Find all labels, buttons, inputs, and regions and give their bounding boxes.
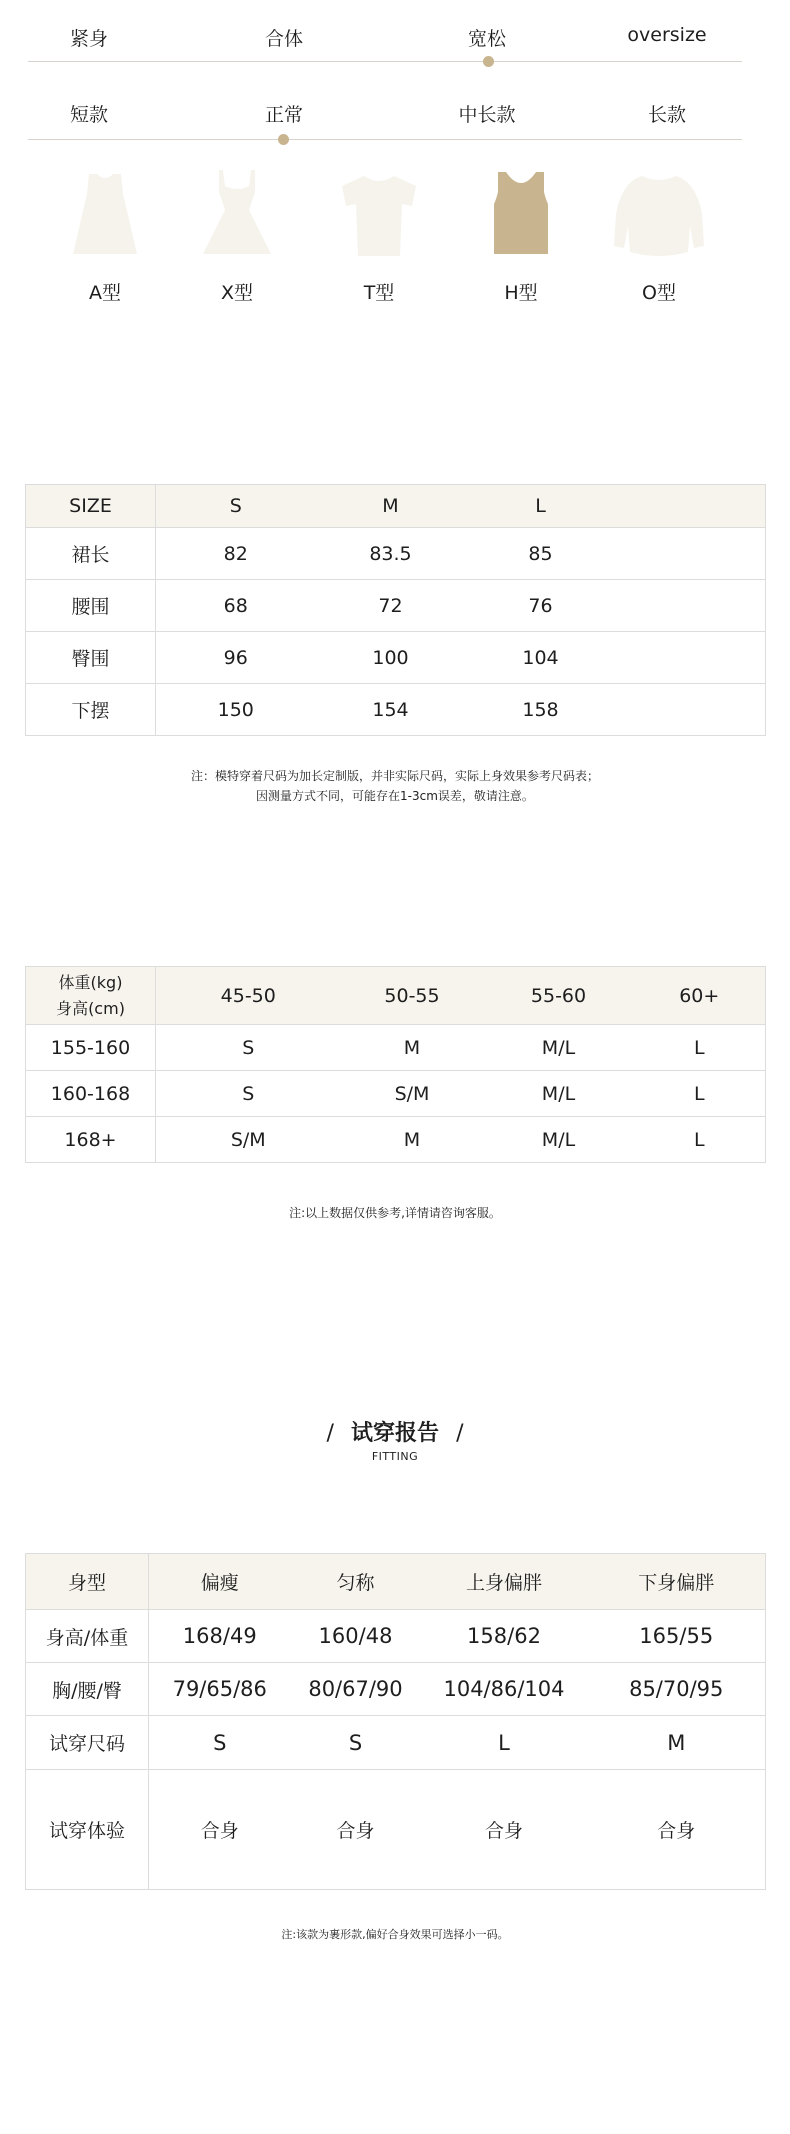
silhouette-label-a: A型 xyxy=(89,282,121,304)
cell: 150 xyxy=(156,684,316,736)
row-label: 胸/腰/臀 xyxy=(26,1663,149,1716)
size-note-line1: 注：模特穿着尺码为加长定制版，并非实际尺码，实际上身效果参考尺码表； xyxy=(190,769,599,783)
corner-height-label: 身高(cm) xyxy=(56,998,125,1018)
cell: L xyxy=(421,1716,588,1770)
cell: 158 xyxy=(466,684,616,736)
size-note-line2: 因测量方式不同，可能存在1-3cm误差，敬请注意。 xyxy=(256,789,534,803)
recommend-note: 注:以上数据仅供参考,详情请咨询客服。 xyxy=(289,1206,501,1220)
length-option-normal: 正常 xyxy=(264,104,303,126)
width-option-tight: 紧身 xyxy=(69,28,108,50)
cell: M xyxy=(341,1117,484,1163)
length-scale-line xyxy=(28,139,742,140)
row-label: 下摆 xyxy=(26,684,156,736)
height-range: 168+ xyxy=(26,1117,156,1163)
cell: 合身 xyxy=(149,1770,291,1890)
cell: 83.5 xyxy=(316,528,466,580)
fitting-header-upper-heavy: 上身偏胖 xyxy=(421,1554,588,1610)
row-label: 试穿体验 xyxy=(26,1770,149,1890)
fitting-header-slim: 偏瘦 xyxy=(149,1554,291,1610)
table-row xyxy=(26,684,766,736)
cell: S xyxy=(149,1716,291,1770)
cell-empty xyxy=(616,632,766,684)
cell: 100 xyxy=(316,632,466,684)
o-line-coat-icon xyxy=(612,172,706,258)
cell: 168/49 xyxy=(149,1610,291,1663)
title-slash-right: / xyxy=(456,1421,464,1446)
cell: M/L xyxy=(484,1071,634,1117)
size-table xyxy=(25,484,766,736)
cell: 82 xyxy=(156,528,316,580)
table-row xyxy=(26,1663,766,1716)
row-label: 臀围 xyxy=(26,632,156,684)
cell: 104 xyxy=(466,632,616,684)
length-option-midi: 中长款 xyxy=(458,104,516,126)
length-option-short: 短款 xyxy=(69,104,108,126)
silhouette-label-x: X型 xyxy=(220,282,254,304)
row-label: 试穿尺码 xyxy=(26,1716,149,1770)
fitting-header-row xyxy=(26,1554,766,1610)
fitting-subtitle: FITTING xyxy=(371,1450,419,1463)
cell: M/L xyxy=(484,1117,634,1163)
size-header-l: L xyxy=(466,485,616,528)
height-range: 155-160 xyxy=(26,1025,156,1071)
table-row xyxy=(26,1770,766,1890)
title-slash-left: / xyxy=(326,1421,334,1446)
width-scale-line xyxy=(28,61,742,62)
t-line-shirt-icon xyxy=(338,174,420,258)
cell: 96 xyxy=(156,632,316,684)
width-selected-marker xyxy=(483,56,494,67)
silhouette-label-t: T型 xyxy=(363,282,395,304)
cell: 68 xyxy=(156,580,316,632)
fitting-note: 注:该款为裹形款,偏好合身效果可选择小一码。 xyxy=(281,1928,509,1941)
cell: 合身 xyxy=(291,1770,421,1890)
length-option-long: 长款 xyxy=(647,104,686,126)
cell: S xyxy=(156,1025,341,1071)
silhouette-label-o: O型 xyxy=(642,282,676,304)
cell: 85 xyxy=(466,528,616,580)
row-label: 腰围 xyxy=(26,580,156,632)
cell: S/M xyxy=(341,1071,484,1117)
size-header-label: SIZE xyxy=(26,485,156,528)
recommend-header-row xyxy=(26,967,766,1025)
fitting-header-body-type: 身型 xyxy=(26,1554,149,1610)
corner-weight-label: 体重(kg) xyxy=(58,972,123,992)
cell: 85/70/95 xyxy=(588,1663,766,1716)
cell: 合身 xyxy=(588,1770,766,1890)
fitting-title xyxy=(0,1416,790,1447)
weight-col-3: 55-60 xyxy=(484,967,634,1025)
table-row xyxy=(26,1025,766,1071)
cell: L xyxy=(634,1025,766,1071)
cell: 76 xyxy=(466,580,616,632)
cell: L xyxy=(634,1117,766,1163)
cell: L xyxy=(634,1071,766,1117)
table-row xyxy=(26,1716,766,1770)
cell: S xyxy=(156,1071,341,1117)
table-row xyxy=(26,632,766,684)
weight-col-1: 45-50 xyxy=(156,967,341,1025)
cell: 154 xyxy=(316,684,466,736)
height-range: 160-168 xyxy=(26,1071,156,1117)
cell-empty xyxy=(616,684,766,736)
size-table-header-row xyxy=(26,485,766,528)
recommend-corner xyxy=(26,967,156,1025)
cell: 158/62 xyxy=(421,1610,588,1663)
cell: M xyxy=(588,1716,766,1770)
weight-col-4: 60+ xyxy=(634,967,766,1025)
cell: S/M xyxy=(156,1117,341,1163)
cell: 80/67/90 xyxy=(291,1663,421,1716)
silhouette-label-h: H型 xyxy=(504,282,538,304)
fitting-table xyxy=(25,1553,766,1890)
size-header-m: M xyxy=(316,485,466,528)
cell: 104/86/104 xyxy=(421,1663,588,1716)
x-line-dress-icon xyxy=(197,168,277,258)
cell: M xyxy=(341,1025,484,1071)
cell: 165/55 xyxy=(588,1610,766,1663)
weight-col-2: 50-55 xyxy=(341,967,484,1025)
width-option-regular: 合体 xyxy=(264,28,303,50)
row-label: 身高/体重 xyxy=(26,1610,149,1663)
cell: 79/65/86 xyxy=(149,1663,291,1716)
h-line-vest-icon xyxy=(490,170,552,258)
size-recommend-table xyxy=(25,966,766,1163)
table-row xyxy=(26,1610,766,1663)
cell: 72 xyxy=(316,580,466,632)
length-selected-marker xyxy=(278,134,289,145)
cell: 合身 xyxy=(421,1770,588,1890)
fitting-title-text: 试穿报告 xyxy=(350,1421,439,1446)
fitting-header-balanced: 匀称 xyxy=(291,1554,421,1610)
table-row xyxy=(26,1117,766,1163)
cell: 160/48 xyxy=(291,1610,421,1663)
size-note xyxy=(0,766,790,806)
cell: M/L xyxy=(484,1025,634,1071)
cell: S xyxy=(291,1716,421,1770)
length-fit-scale xyxy=(28,94,742,154)
row-label: 裙长 xyxy=(26,528,156,580)
cell-empty xyxy=(616,528,766,580)
width-option-loose: 宽松 xyxy=(467,28,506,50)
a-line-dress-icon xyxy=(65,170,145,258)
table-row xyxy=(26,1071,766,1117)
width-fit-scale xyxy=(28,18,742,78)
width-option-oversize: oversize xyxy=(627,24,707,46)
size-header-empty xyxy=(616,485,766,528)
fitting-header-lower-heavy: 下身偏胖 xyxy=(588,1554,766,1610)
table-row xyxy=(26,580,766,632)
table-row xyxy=(26,528,766,580)
size-header-s: S xyxy=(156,485,316,528)
cell-empty xyxy=(616,580,766,632)
